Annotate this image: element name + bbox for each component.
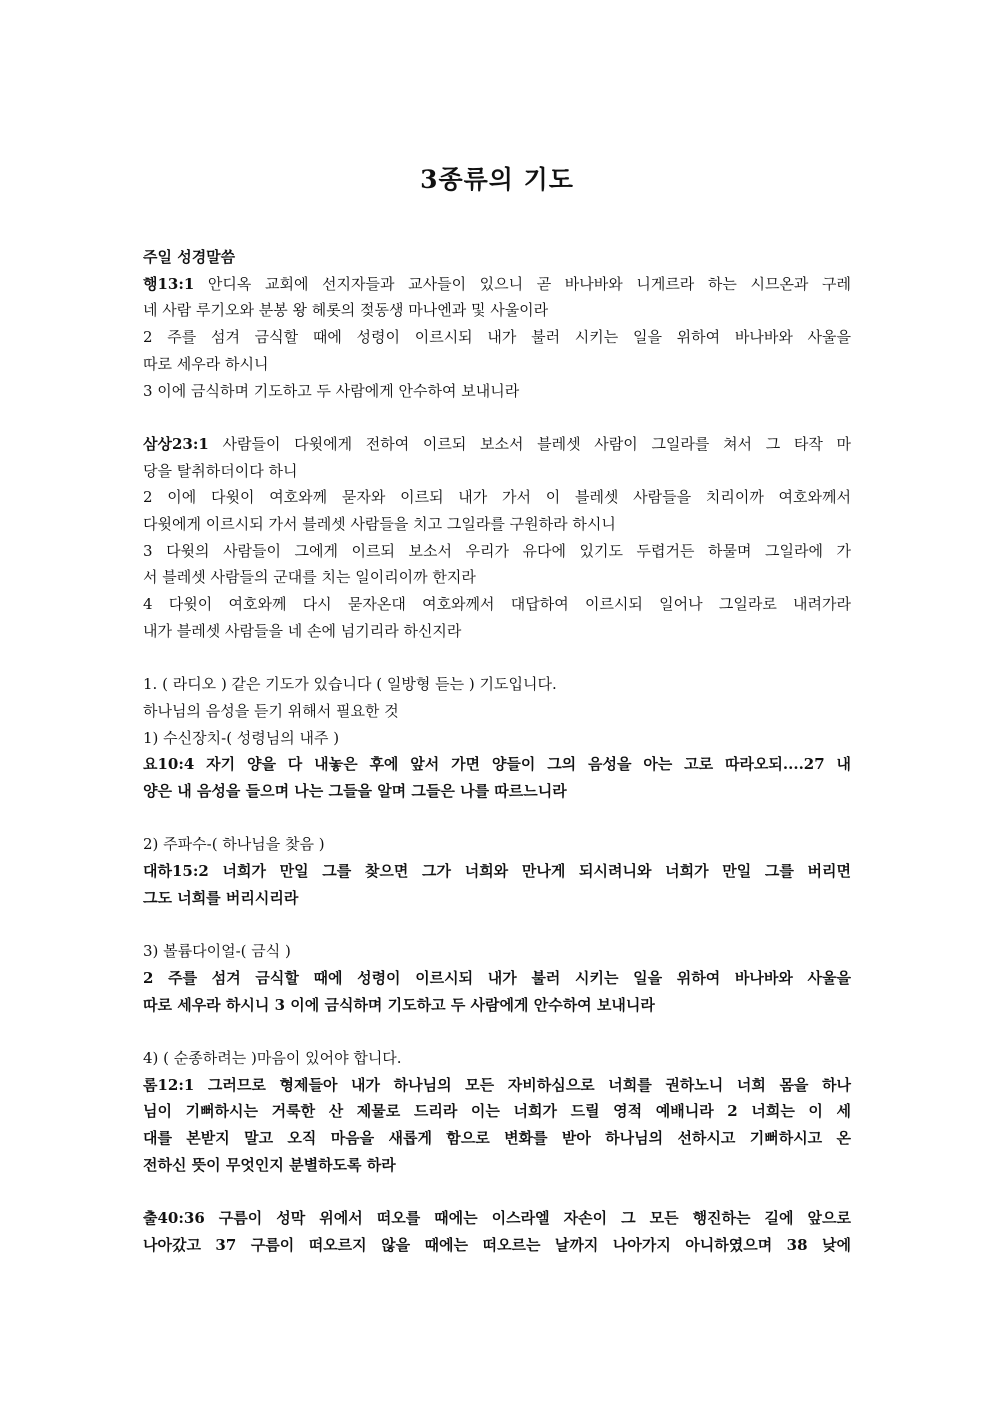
item-label: 4) ( 순종하려는 )마음이 있어야 합니다. (143, 1049, 402, 1068)
verse-line: 서 블레셋 사람들의 군대를 치는 일이리이까 한지라 (143, 568, 476, 587)
point-heading: 1. ( 라디오 ) 같은 기도가 있습니다 ( 일방형 듣는 ) 기도입니다. (143, 675, 557, 694)
item-label: 1) 수신장치-( 성령님의 내주 ) (143, 728, 340, 747)
verse-line: 대를 본받지 말고 오직 마음을 새롭게 함으로 변화를 받아 하나님의 선하시고 기뻐하시고 온 (143, 1129, 851, 1148)
verse-line (143, 431, 851, 458)
verse-line: 다윗에게 이르시되 가서 블레셋 사람들을 치고 그일라를 구원하라 하시니 (143, 515, 616, 534)
verse-line: 양은 내 음성을 들으며 나는 그들을 알며 그들은 나를 따르느니라 (143, 782, 567, 801)
spacer (143, 404, 851, 431)
verse-line: 롬12:1 그러므로 형제들아 내가 하나님의 모든 자비하심으로 너희를 권하노니 너희 몸을 하나 (143, 1075, 851, 1094)
verse-line: 요10:4 자기 양을 다 내놓은 후에 앞서 가면 양들이 그의 음성을 아는 고로 따라오되....27 내 (143, 755, 851, 774)
point-subheading: 하나님의 음성을 듣기 위해서 필요한 것 (143, 701, 399, 720)
verse-line: 당을 탈취하더이다 하니 (143, 461, 298, 480)
verse-line: 따로 세우라 하시니 3 이에 금식하며 기도하고 두 사람에게 안수하여 보내니라 (143, 995, 655, 1014)
verse-line: 3 다윗의 사람들이 그에게 이르되 보소서 우리가 유다에 있기도 두렵거든 하물며 그일라에 가 (143, 541, 851, 560)
spacer (143, 1179, 851, 1206)
verse-line: 2 주를 섬겨 금식할 때에 성령이 이르시되 내가 불러 시키는 일을 위하여 바나바와 사울을 (143, 328, 851, 347)
verse-line: 3 이에 금식하며 기도하고 두 사람에게 안수하여 보내니라 (143, 381, 520, 400)
verse-line: 2 이에 다윗이 여호와께 묻자와 이르되 내가 가서 이 블레셋 사람들을 치리이까 여호와께서 (143, 488, 851, 507)
spacer (143, 805, 851, 832)
verse-line: 내가 블레셋 사람들을 네 손에 넘기리라 하신지라 (143, 621, 462, 640)
verse-line: 2 주를 섬겨 금식할 때에 성령이 이르시되 내가 불러 시키는 일을 위하여 바나바와 사울을 (143, 968, 851, 987)
document-page (143, 160, 851, 1259)
item-label: 2) 주파수-( 하나님을 찾음 ) (143, 835, 325, 854)
verse-line: 전하신 뜻이 무엇인지 분별하도록 하라 (143, 1155, 396, 1174)
verse-text: 안디옥 교회에 선지자들과 교사들이 있으니 곧 바나바와 니게르라 하는 시므온과 구레 (194, 274, 851, 293)
verse-line: 대하15:2 너희가 만일 그를 찾으면 그가 너희와 만나게 되시려니와 너희가 만일 그를 버리면 (143, 862, 851, 881)
verse-line: 출40:36 구름이 성막 위에서 떠오를 때에는 이스라엘 자손이 그 모든 행진하는 길에 앞으로 (143, 1209, 851, 1228)
spacer (143, 645, 851, 672)
verse-line (143, 271, 851, 298)
verse-reference: 행13:1 (143, 274, 195, 293)
verse-reference: 삼상23:1 (143, 434, 209, 453)
verse-line: 님이 기뻐하시는 거룩한 산 제물로 드리라 이는 너희가 드릴 영적 예배니라 2 너희는 이 세 (143, 1102, 851, 1121)
verse-line: 나아갔고 37 구름이 떠오르지 않을 때에는 떠오르는 날까지 나아가지 아니하였으며 38 낮에 (143, 1235, 851, 1254)
item-label: 3) 볼륨다이얼-( 금식 ) (143, 942, 291, 961)
spacer (143, 912, 851, 939)
section-heading: 주일 성경말씀 (143, 248, 236, 266)
page-title: 3종류의 기도 (420, 165, 574, 194)
verse-line: 4 다윗이 여호와께 다시 묻자온대 여호와께서 대답하여 이르시되 일어나 그일라로 내려가라 (143, 595, 851, 614)
spacer (143, 1018, 851, 1045)
verse-line: 따로 세우라 하시니 (143, 354, 269, 373)
verse-text: 사람들이 다윗에게 전하여 이르되 보소서 블레셋 사람이 그일라를 쳐서 그 타작 마 (208, 434, 851, 453)
verse-line: 그도 너희를 버리시리라 (143, 888, 299, 907)
verse-line: 네 사람 루기오와 분봉 왕 헤롯의 젖동생 마나엔과 및 사울이라 (143, 301, 549, 320)
